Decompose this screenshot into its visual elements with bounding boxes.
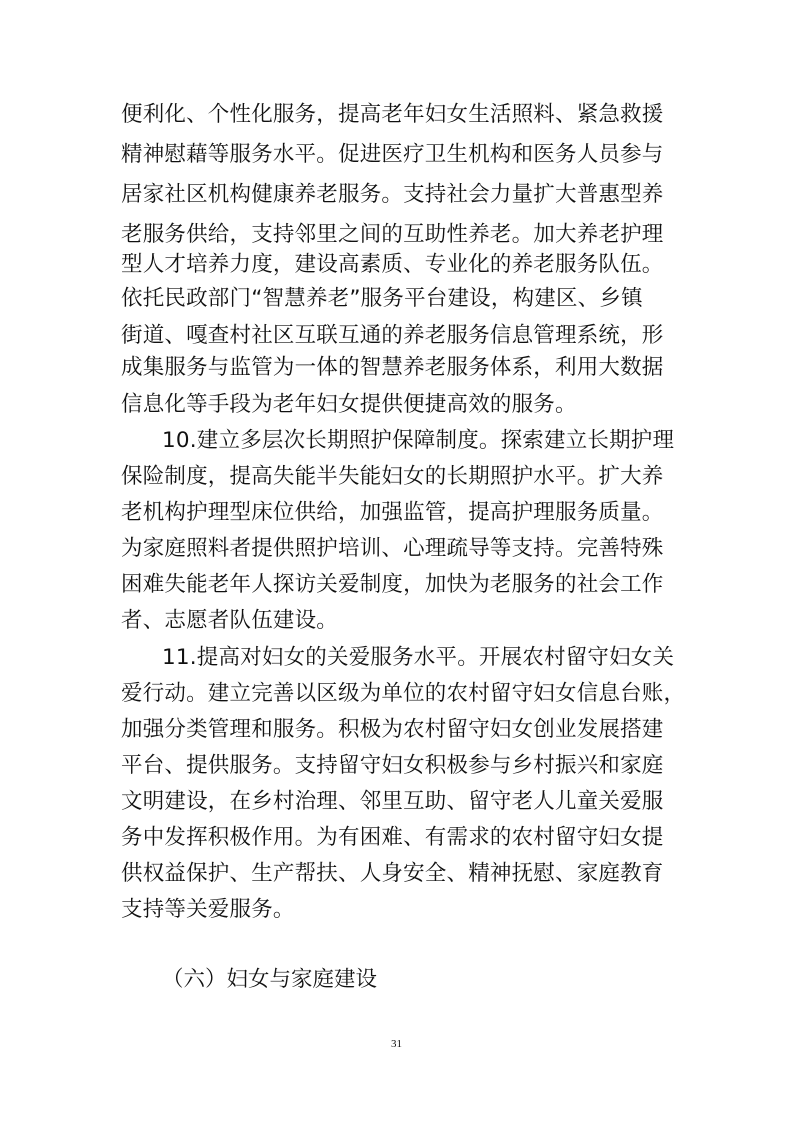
paragraph-line: 依托民政部门“智慧养老”服务平台建设，构建区、乡镇 bbox=[121, 286, 643, 311]
paragraph-line: 供权益保护、生产帮扶、人身安全、精神抚慰、家庭教育 bbox=[121, 861, 664, 886]
paragraph-line: 11.提高对妇女的关爱服务水平。开展农村留守妇女关 bbox=[162, 645, 675, 670]
section-heading: （六）妇女与家庭建设 bbox=[162, 967, 378, 992]
paragraph-line: 老机构护理型床位供给，加强监管，提高护理服务质量。 bbox=[121, 500, 664, 525]
paragraph-line: 10.建立多层次长期照护保障制度。探索建立长期护理 bbox=[162, 428, 675, 453]
paragraph-line: 为家庭照料者提供照护培训、心理疏导等支持。完善特殊 bbox=[121, 536, 664, 561]
paragraph-line: 加强分类管理和服务。积极为农村留守妇女创业发展搭建 bbox=[121, 717, 664, 742]
paragraph-line: 成集服务与监管为一体的智慧养老服务体系，利用大数据 bbox=[121, 355, 664, 380]
paragraph-line: 居家社区机构健康养老服务。支持社会力量扩大普惠型养 bbox=[121, 182, 664, 207]
paragraph-line: 文明建设，在乡村治理、邻里互助、留守老人儿童关爱服 bbox=[121, 789, 664, 814]
paragraph-line: 支持等关爱服务。 bbox=[121, 897, 295, 922]
paragraph-line: 保险制度，提高失能半失能妇女的长期照护水平。扩大养 bbox=[121, 464, 664, 489]
paragraph-line: 信息化等手段为老年妇女提供便捷高效的服务。 bbox=[121, 392, 577, 417]
paragraph-line: 街道、嘎查村社区互联互通的养老服务信息管理系统，形 bbox=[121, 323, 664, 348]
paragraph-line: 精神慰藉等服务水平。促进医疗卫生机构和医务人员参与 bbox=[121, 142, 664, 167]
paragraph-line: 便利化、个性化服务，提高老年妇女生活照料、紧急救援 bbox=[121, 102, 664, 127]
page-number: 31 bbox=[391, 1038, 402, 1050]
paragraph-line: 爱行动。建立完善以区级为单位的农村留守妇女信息台账， bbox=[121, 681, 686, 706]
paragraph-line: 困难失能老年人探访关爱制度，加快为老服务的社会工作 bbox=[121, 572, 664, 597]
paragraph-line: 平台、提供服务。支持留守妇女积极参与乡村振兴和家庭 bbox=[121, 753, 664, 778]
paragraph-line: 者、志愿者队伍建设。 bbox=[121, 608, 339, 633]
paragraph-line: 务中发挥积极作用。为有困难、有需求的农村留守妇女提 bbox=[121, 825, 664, 850]
paragraph-line: 型人才培养力度，建设高素质、专业化的养老服务队伍。 bbox=[121, 252, 664, 277]
paragraph-line: 老服务供给，支持邻里之间的互助性养老。加大养老护理 bbox=[121, 222, 664, 247]
